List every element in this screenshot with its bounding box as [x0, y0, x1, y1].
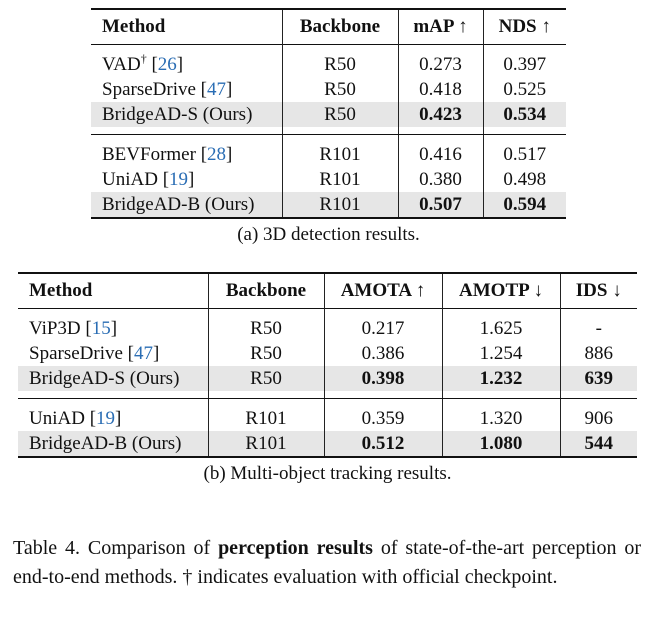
- backbone-cell: R50: [282, 52, 398, 77]
- backbone-cell: R50: [208, 316, 324, 341]
- metric-cell: 886: [560, 341, 637, 366]
- table-row: [91, 102, 566, 127]
- metric-cell: 1.625: [442, 316, 560, 341]
- backbone-cell: R50: [208, 366, 324, 391]
- metric-cell: 0.398: [324, 366, 442, 391]
- metric-cell: 0.534: [483, 102, 566, 127]
- metric-cell: 1.080: [442, 431, 560, 457]
- citation-link[interactable]: 47: [134, 343, 153, 364]
- table-row: [91, 192, 566, 218]
- metric-cell: 1.320: [442, 406, 560, 431]
- metric-cell: 0.594: [483, 192, 566, 218]
- table-row: [18, 406, 637, 431]
- citation-link[interactable]: 28: [207, 144, 227, 165]
- table-row: [91, 52, 566, 77]
- metric-cell: 0.423: [398, 102, 483, 127]
- table-row: [91, 77, 566, 102]
- header-backbone: Backbone: [282, 9, 398, 45]
- method-cell: VAD† [26]: [102, 51, 184, 75]
- method-cell: BridgeAD-B (Ours): [18, 431, 208, 457]
- metric-cell: 0.359: [324, 406, 442, 431]
- dagger-mark: †: [140, 51, 147, 66]
- backbone-cell: R101: [282, 142, 398, 167]
- caption-bold: perception results: [218, 537, 373, 559]
- metric-cell: 0.273: [398, 52, 483, 77]
- header-ids: IDS ↓: [560, 273, 637, 309]
- metric-cell: 0.386: [324, 341, 442, 366]
- citation-link[interactable]: 19: [96, 408, 116, 429]
- table-caption: Table 4. Comparison of perception results of state-of-the-art perception or end-to-end methods. † indicates evaluation with official checkpoint.: [13, 537, 641, 588]
- citation-link[interactable]: 15: [91, 318, 111, 339]
- detection-caption: (a) 3D detection results.: [237, 224, 420, 245]
- backbone-cell: R50: [282, 77, 398, 102]
- header-amota: AMOTA ↑: [324, 273, 442, 309]
- metric-cell: 0.418: [398, 77, 483, 102]
- table-row: [18, 366, 637, 391]
- metric-cell: 0.380: [398, 167, 483, 192]
- method-cell: ViP3D [15]: [29, 318, 118, 339]
- backbone-cell: R50: [208, 341, 324, 366]
- metric-cell: 0.498: [483, 167, 566, 192]
- table-row: [91, 167, 566, 192]
- citation-link[interactable]: 26: [157, 54, 177, 75]
- tracking-caption: (b) Multi-object tracking results.: [203, 463, 452, 484]
- header-backbone: Backbone: [208, 273, 324, 309]
- metric-cell: 1.254: [442, 341, 560, 366]
- backbone-cell: R101: [282, 192, 398, 218]
- header-map: mAP ↑: [398, 9, 483, 45]
- metric-cell: 0.507: [398, 192, 483, 218]
- header-amotp: AMOTP ↓: [442, 273, 560, 309]
- backbone-cell: R101: [208, 431, 324, 457]
- method-cell: UniAD [19]: [29, 408, 122, 429]
- metric-cell: -: [560, 316, 637, 341]
- backbone-cell: R101: [208, 406, 324, 431]
- table-row: [91, 142, 566, 167]
- tracking-table: [18, 272, 637, 458]
- citation-link[interactable]: 47: [207, 79, 226, 100]
- metric-cell: 0.525: [483, 77, 566, 102]
- header-method: Method: [29, 280, 93, 301]
- header-method: Method: [102, 16, 166, 37]
- method-cell: UniAD [19]: [102, 169, 195, 190]
- metric-cell: 906: [560, 406, 637, 431]
- table-row: [18, 316, 637, 341]
- metric-cell: 0.517: [483, 142, 566, 167]
- backbone-cell: R50: [282, 102, 398, 127]
- metric-cell: 0.512: [324, 431, 442, 457]
- metric-cell: 544: [560, 431, 637, 457]
- method-cell: BridgeAD-S (Ours): [18, 366, 208, 391]
- metric-cell: 1.232: [442, 366, 560, 391]
- method-cell: SparseDrive [47]: [102, 79, 233, 100]
- detection-table: [91, 8, 566, 219]
- table-row: [18, 431, 637, 457]
- header-nds: NDS ↑: [483, 9, 566, 45]
- method-cell: SparseDrive [47]: [29, 343, 160, 364]
- method-cell: BridgeAD-S (Ours): [91, 102, 282, 127]
- citation-link[interactable]: 19: [169, 169, 189, 190]
- backbone-cell: R101: [282, 167, 398, 192]
- metric-cell: 0.416: [398, 142, 483, 167]
- metric-cell: 0.397: [483, 52, 566, 77]
- metric-cell: 0.217: [324, 316, 442, 341]
- metric-cell: 639: [560, 366, 637, 391]
- table-row: [18, 341, 637, 366]
- method-cell: BEVFormer [28]: [102, 144, 233, 165]
- method-cell: BridgeAD-B (Ours): [91, 192, 282, 218]
